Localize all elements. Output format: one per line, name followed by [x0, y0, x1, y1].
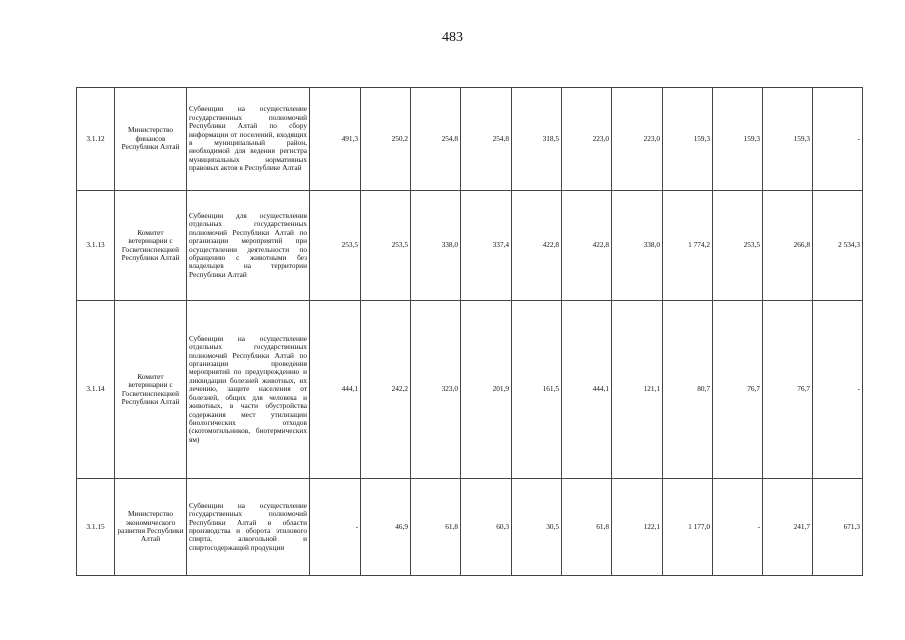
value-cell: 46,9 — [361, 479, 411, 576]
row-code: 3.1.12 — [77, 88, 115, 191]
table-row — [77, 301, 863, 479]
row-code: 3.1.14 — [77, 301, 115, 479]
value-cell: 223,0 — [562, 88, 612, 191]
table-row — [77, 479, 863, 576]
row-organization: Министерство финансов Республики Алтай — [115, 88, 187, 191]
value-cell: 60,3 — [461, 479, 512, 576]
value-cell: 76,7 — [713, 301, 763, 479]
value-cell: 250,2 — [361, 88, 411, 191]
value-cell: 671,3 — [813, 479, 863, 576]
value-cell: - — [813, 88, 863, 191]
value-cell: 422,8 — [562, 191, 612, 301]
value-cell: - — [813, 301, 863, 479]
value-cell: 1 177,0 — [663, 479, 713, 576]
subventions-table — [76, 87, 863, 576]
value-cell: - — [713, 479, 763, 576]
value-cell: 253,5 — [310, 191, 361, 301]
table-row — [77, 88, 863, 191]
page-number: 483 — [442, 30, 463, 45]
row-code: 3.1.15 — [77, 479, 115, 576]
value-cell: 1 774,2 — [663, 191, 713, 301]
value-cell: 253,5 — [361, 191, 411, 301]
value-cell: 323,0 — [411, 301, 461, 479]
value-cell: 2 534,3 — [813, 191, 863, 301]
value-cell: 241,7 — [763, 479, 813, 576]
value-cell: 61,8 — [411, 479, 461, 576]
table-body — [77, 88, 863, 576]
value-cell: 223,0 — [612, 88, 663, 191]
value-cell: 338,0 — [612, 191, 663, 301]
value-cell: 444,1 — [562, 301, 612, 479]
value-cell: 201,9 — [461, 301, 512, 479]
value-cell: 159,3 — [713, 88, 763, 191]
row-code: 3.1.13 — [77, 191, 115, 301]
row-description: Субвенции на осуществление государственных полномочий Республики Алтай по сбору информации от поселений, входящих в муниципальный район, необходимой для ведения регистра муниципальных нормативных правовых актов в Республике Алтай — [187, 88, 310, 191]
value-cell: 122,1 — [612, 479, 663, 576]
value-cell: 338,0 — [411, 191, 461, 301]
value-cell: 76,7 — [763, 301, 813, 479]
value-cell: 80,7 — [663, 301, 713, 479]
value-cell: - — [310, 479, 361, 576]
table-row — [77, 191, 863, 301]
value-cell: 337,4 — [461, 191, 512, 301]
row-description: Субвенции на осуществление отдельных государственных полномочий Республики Алтай по организации проведения мероприятий по предупреждению и ликвидации болезней животных, их лечению, защите населения от болезней, общих для человека и животных, в части обустройства содержания мест утилизации биологических отходов (скотомогильников, биотермических ям) — [187, 301, 310, 479]
value-cell: 422,8 — [512, 191, 562, 301]
value-cell: 159,3 — [663, 88, 713, 191]
value-cell: 444,1 — [310, 301, 361, 479]
row-organization: Комитет ветеринарии с Госветинспекцией Республики Алтай — [115, 301, 187, 479]
value-cell: 61,8 — [562, 479, 612, 576]
value-cell: 30,5 — [512, 479, 562, 576]
row-organization: Министерство экономического развития Республики Алтай — [115, 479, 187, 576]
value-cell: 161,5 — [512, 301, 562, 479]
value-cell: 242,2 — [361, 301, 411, 479]
value-cell: 121,1 — [612, 301, 663, 479]
value-cell: 491,3 — [310, 88, 361, 191]
value-cell: 254,8 — [411, 88, 461, 191]
row-description: Субвенции для осуществления отдельных государственных полномочий Республики Алтай по организации мероприятий при осуществлении деятельности по обращению с животными без владельцев на территории Республики Алтай — [187, 191, 310, 301]
row-organization: Комитет ветеринарии с Госветинспекцией Республики Алтай — [115, 191, 187, 301]
value-cell: 253,5 — [713, 191, 763, 301]
value-cell: 266,8 — [763, 191, 813, 301]
row-description: Субвенции на осуществление государственных полномочий Республики Алтай в области производства и оборота этилового спирта, алкогольной и спиртосодержащей продукции — [187, 479, 310, 576]
value-cell: 254,8 — [461, 88, 512, 191]
value-cell: 159,3 — [763, 88, 813, 191]
value-cell: 318,5 — [512, 88, 562, 191]
